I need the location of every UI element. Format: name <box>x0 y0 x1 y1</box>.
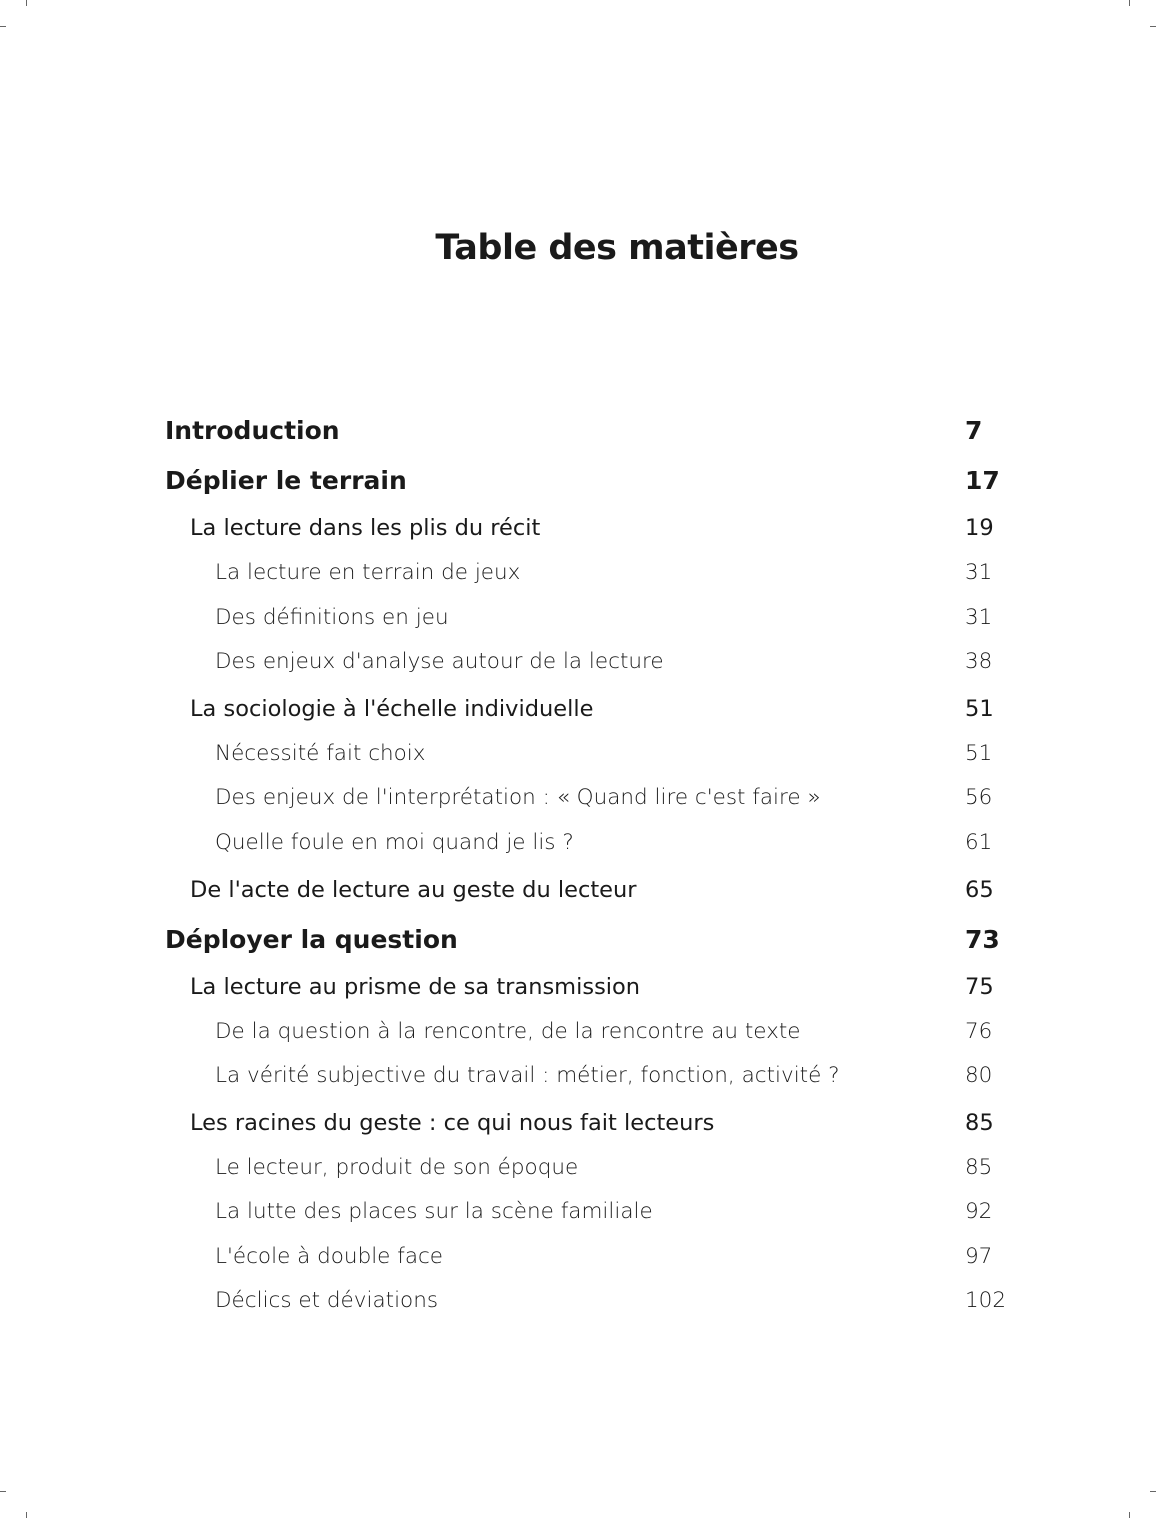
toc-entry-label: Le lecteur, produit de son époque <box>215 1155 579 1180</box>
toc-entry <box>0 877 1156 917</box>
toc-entry-label: Nécessité fait choix <box>215 741 426 766</box>
toc-entry <box>0 974 1156 1014</box>
toc-entry-label: Les racines du geste : ce qui nous fait lecteurs <box>190 1110 715 1136</box>
toc-entry-label: La lecture au prisme de sa transmission <box>190 974 641 1000</box>
toc-entry <box>0 1288 1156 1328</box>
toc-entry-page: 85 <box>965 1110 994 1136</box>
toc-entry-label: La lecture dans les plis du récit <box>190 515 541 541</box>
toc-entry-label: Quelle foule en moi quand je lis ? <box>215 830 574 855</box>
toc-entry <box>0 1110 1156 1150</box>
toc-entry-page: 31 <box>965 605 993 630</box>
toc-entry <box>0 925 1156 965</box>
toc-entry-page: 80 <box>965 1063 993 1088</box>
toc-entry-label: La lutte des places sur la scène familiale <box>215 1199 653 1224</box>
toc-entry-page: 31 <box>965 560 993 585</box>
toc-entry <box>0 466 1156 506</box>
toc-entry-page: 38 <box>965 649 993 674</box>
toc-entry-label: La sociologie à l'échelle individuelle <box>190 696 594 722</box>
toc-entry-page: 51 <box>965 696 994 722</box>
toc-entry <box>0 1155 1156 1195</box>
toc-entry-label: Introduction <box>165 416 340 445</box>
toc-entry <box>0 416 1156 456</box>
toc-entry-label: De l'acte de lecture au geste du lecteur <box>190 877 637 903</box>
toc-entry-page: 75 <box>965 974 994 1000</box>
toc-entry <box>0 830 1156 870</box>
page-title: Table des matières <box>435 228 799 268</box>
toc-entry-page: 61 <box>965 830 993 855</box>
toc-entry <box>0 1244 1156 1284</box>
toc-entry <box>0 649 1156 689</box>
toc-entry-page: 7 <box>965 416 983 445</box>
toc-entry-label: Des enjeux d'analyse autour de la lecture <box>215 649 664 674</box>
toc-entry-page: 51 <box>965 741 993 766</box>
toc-entry <box>0 741 1156 781</box>
toc-entry <box>0 1063 1156 1103</box>
toc-entry-page: 65 <box>965 877 994 903</box>
toc-entry <box>0 605 1156 645</box>
toc-entry-label: Déplier le terrain <box>165 466 407 495</box>
toc-entry-page: 17 <box>965 466 1000 495</box>
toc-entry-label: La lecture en terrain de jeux <box>215 560 521 585</box>
toc-entry <box>0 1199 1156 1239</box>
toc-entry <box>0 560 1156 600</box>
toc-entry-label: La vérité subjective du travail : métier, fonction, activité ? <box>215 1063 840 1088</box>
toc-entry-label: Déployer la question <box>165 925 458 954</box>
toc-entry-label: Déclics et déviations <box>215 1288 439 1313</box>
toc-entry <box>0 1019 1156 1059</box>
toc-entry <box>0 515 1156 555</box>
toc-entry-label: L'école à double face <box>215 1244 444 1269</box>
toc-entry-page: 97 <box>965 1244 993 1269</box>
toc-entry <box>0 696 1156 736</box>
toc-entry-page: 85 <box>965 1155 993 1180</box>
toc-entry-label: Des enjeux de l'interprétation : « Quand lire c'est faire » <box>215 785 821 810</box>
toc-entry-page: 56 <box>965 785 993 810</box>
toc-entry-page: 73 <box>965 925 1000 954</box>
toc-entry <box>0 785 1156 825</box>
toc-entry-page: 19 <box>965 515 994 541</box>
toc-entry-page: 92 <box>965 1199 993 1224</box>
toc-entry-page: 76 <box>965 1019 993 1044</box>
toc-entry-label: Des définitions en jeu <box>215 605 449 630</box>
toc-entry-page: 102 <box>965 1288 1007 1313</box>
toc-entry-label: De la question à la rencontre, de la rencontre au texte <box>215 1019 801 1044</box>
